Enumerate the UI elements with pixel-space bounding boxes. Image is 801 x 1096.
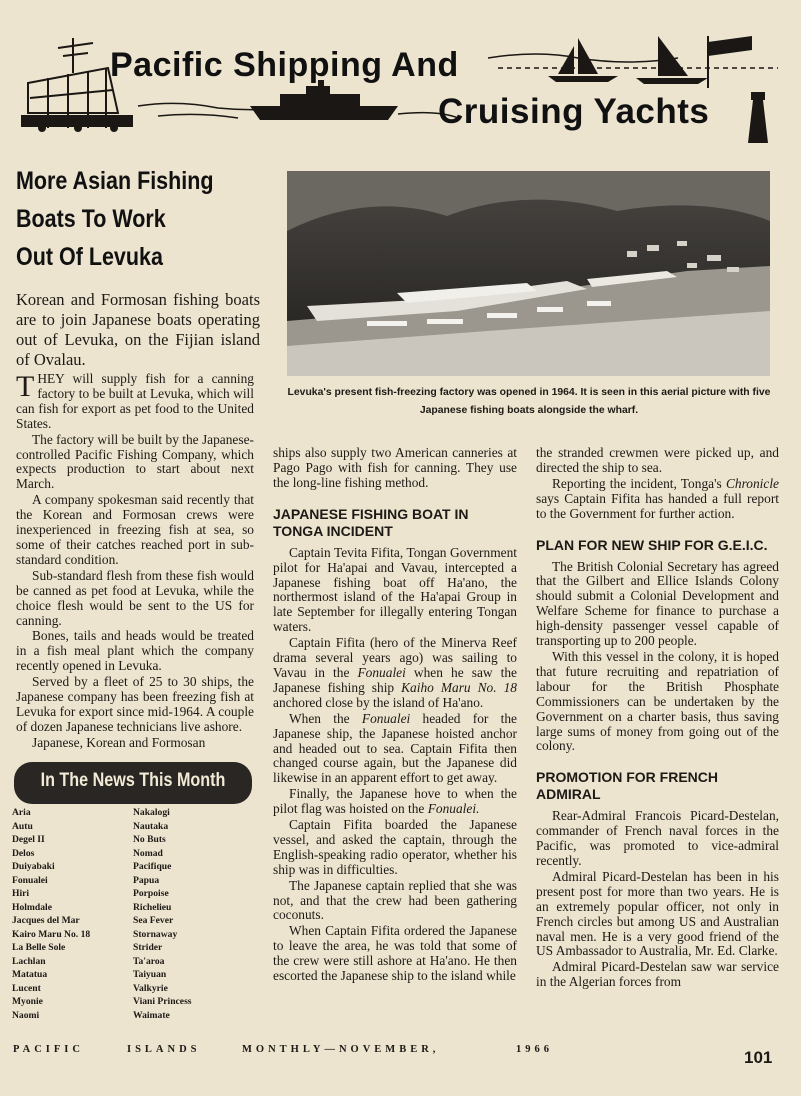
liner-icon <box>250 80 398 120</box>
ship-list-item: Pacifique <box>133 861 172 872</box>
photo-caption: Levuka's present fish-freezing factory was opened in 1964. It is seen in this aerial picture with five Japanese fishing boats alongside the wharf. <box>287 387 771 416</box>
article-paragraph <box>536 477 779 522</box>
ship-list-item: Lucent <box>12 982 41 994</box>
paragraph-text: anchored close by the island of Ha'ano. <box>273 694 484 710</box>
section-heading: JAPANESE FISHING BOAT IN TONGA INCIDENT <box>273 505 469 539</box>
ship-list-item: Holmdale <box>12 901 52 913</box>
ship-list-item: Duiyabaki <box>12 861 55 872</box>
ship-name: Fonualei <box>361 710 411 726</box>
banner-title-line2: Cruising Yachts <box>438 92 710 131</box>
paragraph-text: HEY will supply fish for a canning factory to be built at Levuka, which will can fish for export as pet food to the United States. <box>16 371 254 431</box>
banner-title-line1: Pacific Shipping And <box>110 46 459 84</box>
ship-list-item: Kairo Maru No. 18 <box>12 928 91 940</box>
section-heading: PLAN FOR NEW SHIP FOR G.E.I.C. <box>536 536 768 553</box>
paragraph-text: Finally, the Japanese hove to when the pilot flag was hoisted on the <box>273 786 517 817</box>
ship-list-item: Papua <box>133 874 160 886</box>
ship-list-item: Strider <box>133 942 163 953</box>
ship-list-right <box>133 806 258 1022</box>
footer-text: PACIFIC <box>13 1044 84 1055</box>
article-paragraph <box>273 636 517 711</box>
ship-list-item: Hiri <box>12 888 30 899</box>
footer-text: ISLANDS <box>127 1044 201 1055</box>
article-paragraph: Served by a fleet of 25 to 30 ships, the Japanese company has been freezing fish at Levuka for export since mid-1964. A couple of dozen Japanese technicians live ashore. <box>16 674 254 734</box>
ship-name: Fonualei. <box>427 801 480 817</box>
news-box-title: In The News This Month <box>40 770 226 791</box>
article-paragraph: The British Colonial Secretary has agreed that the Gilbert and Ellice Islands Colony should submit a Colonial Development and Welfare Scheme for finance to purchase a high-density passenger vessel capable of transporting up to 200 people. <box>536 558 779 649</box>
footer-text: MONTHLY—NOVEMBER, <box>242 1044 440 1055</box>
paragraph-text: headed for the Japanese ship, the Japanese hoisted anchor and headed out to sea. Captain Fifita then changed course again, but the Japanese did likewise in an apparent effort to get away. <box>273 710 518 786</box>
intro-paragraph: Korean and Formosan fishing boats are to join Japanese boats operating out of Levuka, on the Fijian island of Ovalau. <box>16 290 260 369</box>
ship-list-item: Sea Fever <box>133 915 174 926</box>
drop-cap: T <box>16 370 35 403</box>
ship-list-left <box>12 806 137 1022</box>
article-paragraph: Admiral Picard-Destelan saw war service in the Algerian forces from <box>536 959 779 990</box>
footer-text: 1966 <box>516 1044 553 1055</box>
ship-list-item: Waimate <box>133 1009 170 1021</box>
newspaper-name: Chronicle <box>725 475 779 491</box>
ship-list-item: Taiyuan <box>133 969 167 980</box>
article-column-1 <box>16 372 254 752</box>
article-paragraph: The factory will be built by the Japanese-controlled Pacific Fishing Company, which expects production to start about next March. <box>16 431 254 492</box>
ship-list-item: Valkyrie <box>133 982 168 994</box>
ship-list-item: No Buts <box>133 834 166 845</box>
ship-name: Fonualei <box>357 664 406 680</box>
headline-line: Out Of Levuka <box>16 243 163 271</box>
article-paragraph: Captain Tevita Fifita, Tongan Government pilot for Ha'apai and Vavau, intercepted a Japanese fishing boat off Ha'ano, the northermost island of the Ha'apai Group in late September for illegally entering Tongan waters. <box>273 544 517 635</box>
article-paragraph: The Japanese captain replied that she was not, and that the crew had been gathering coconuts. <box>273 877 517 923</box>
ship-list-item: Viani Princess <box>133 996 192 1007</box>
paragraph-text: Captain Fifita (hero of the Minerva Reef drama several years ago) was sailing to Vavau in the <box>273 635 517 680</box>
article-paragraph <box>273 712 517 787</box>
headline-line: More Asian Fishing <box>16 167 214 195</box>
page-number: 101 <box>744 1048 773 1067</box>
ship-list-item: La Belle Sole <box>12 942 66 953</box>
headline-line: Boats To Work <box>16 205 166 233</box>
ship-list-item: Ta'aroa <box>133 955 165 967</box>
article-paragraph: When Captain Fifita ordered the Japanese to leave the area, he was told that some of the crew were still ashore at Ha'ano. He then escorted the Japanese ship to the island while <box>273 923 517 984</box>
article-paragraph: With this vessel in the colony, it is hoped that future recruiting and repatriation of labour for the British Phosphate Commissioners can be undertaken by the Government on a charter basis, thus saving large sums of money from going out of the colony. <box>536 648 779 754</box>
paragraph-text: Reporting the incident, Tonga's <box>552 475 726 491</box>
paragraph-text: When the <box>289 710 362 726</box>
flag-icon <box>708 36 752 88</box>
section-heading: PROMOTION FOR FRENCH ADMIRAL <box>536 769 718 803</box>
ship-list-item: Aria <box>12 807 31 818</box>
ship-list-item: Myonie <box>12 996 43 1007</box>
sailing-yacht-icon <box>548 36 708 84</box>
article-paragraph: Admiral Picard-Destelan has been in his present post for more than two years. He is an extremely popular officer, not only in French circles but among US and Australian naval men. He is a very good friend of the US Ambassador to Australia, Mr. Ed. Clarke. <box>536 868 779 959</box>
article-paragraph: Japanese, Korean and Formosan <box>32 734 206 750</box>
paragraph-text: says Captain Fifita has handed a full report to the Government for further action. <box>536 490 779 521</box>
ship-list-item: Nomad <box>133 847 163 859</box>
ship-list-item: Delos <box>12 847 35 859</box>
ship-list-item: Stornaway <box>133 928 178 940</box>
article-paragraph <box>273 787 517 817</box>
article-column-2 <box>273 446 517 985</box>
article-paragraph: Captain Fifita boarded the Japanese vessel, and asked the captain, through the English-speaking radio operator, whether his ship was in difficulties. <box>273 817 517 877</box>
ship-list-item: Nautaka <box>133 820 169 832</box>
ship-list-item: Nakalogi <box>133 807 170 818</box>
ship-list-item: Porpoise <box>133 888 169 899</box>
ship-list-item: Naomi <box>12 1009 40 1021</box>
paragraph-text: when he saw the Japanese fishing ship <box>273 664 517 695</box>
lighthouse-icon <box>748 92 768 143</box>
article-paragraph: Rear-Admiral Francois Picard-Destelan, commander of French naval forces in the Pacific, was promoted to vice-admiral recently. <box>536 808 779 869</box>
article-paragraph: Sub-standard flesh from these fish would be canned as pet food at Levuka, while the choice flesh would be sent to the US for canning. <box>16 567 254 628</box>
article-paragraph: Bones, tails and heads would be treated in a fish meal plant which the company recently opened in Levuka. <box>16 628 254 674</box>
ship-list-item: Lachlan <box>12 955 46 967</box>
ship-list-item: Richelieu <box>133 901 172 913</box>
ship-list-item: Fonualei <box>12 874 48 886</box>
ship-list-item: Matatua <box>12 969 48 980</box>
article-paragraph <box>16 372 254 432</box>
ship-name: Kaiho Maru No. 18 <box>401 679 517 695</box>
article-paragraph: ships also supply two American canneries at Pago Pago with fish for canning. They use the long-line fishing method. <box>273 445 517 490</box>
ship-list-item: Degel II <box>12 834 45 845</box>
article-paragraph: the stranded crewmen were picked up, and directed the ship to sea. <box>536 445 779 475</box>
aerial-photo <box>287 171 770 376</box>
headline <box>16 162 231 276</box>
ship-list-item: Jacques del Mar <box>12 915 80 926</box>
article-column-3 <box>536 446 779 991</box>
article-paragraph: A company spokesman said recently that the Korean and Formosan crews were inexperienced in freezing fish at sea, so some of their catches reached port in sub-standard condition. <box>16 492 254 567</box>
ship-list-item: Autu <box>12 820 33 832</box>
